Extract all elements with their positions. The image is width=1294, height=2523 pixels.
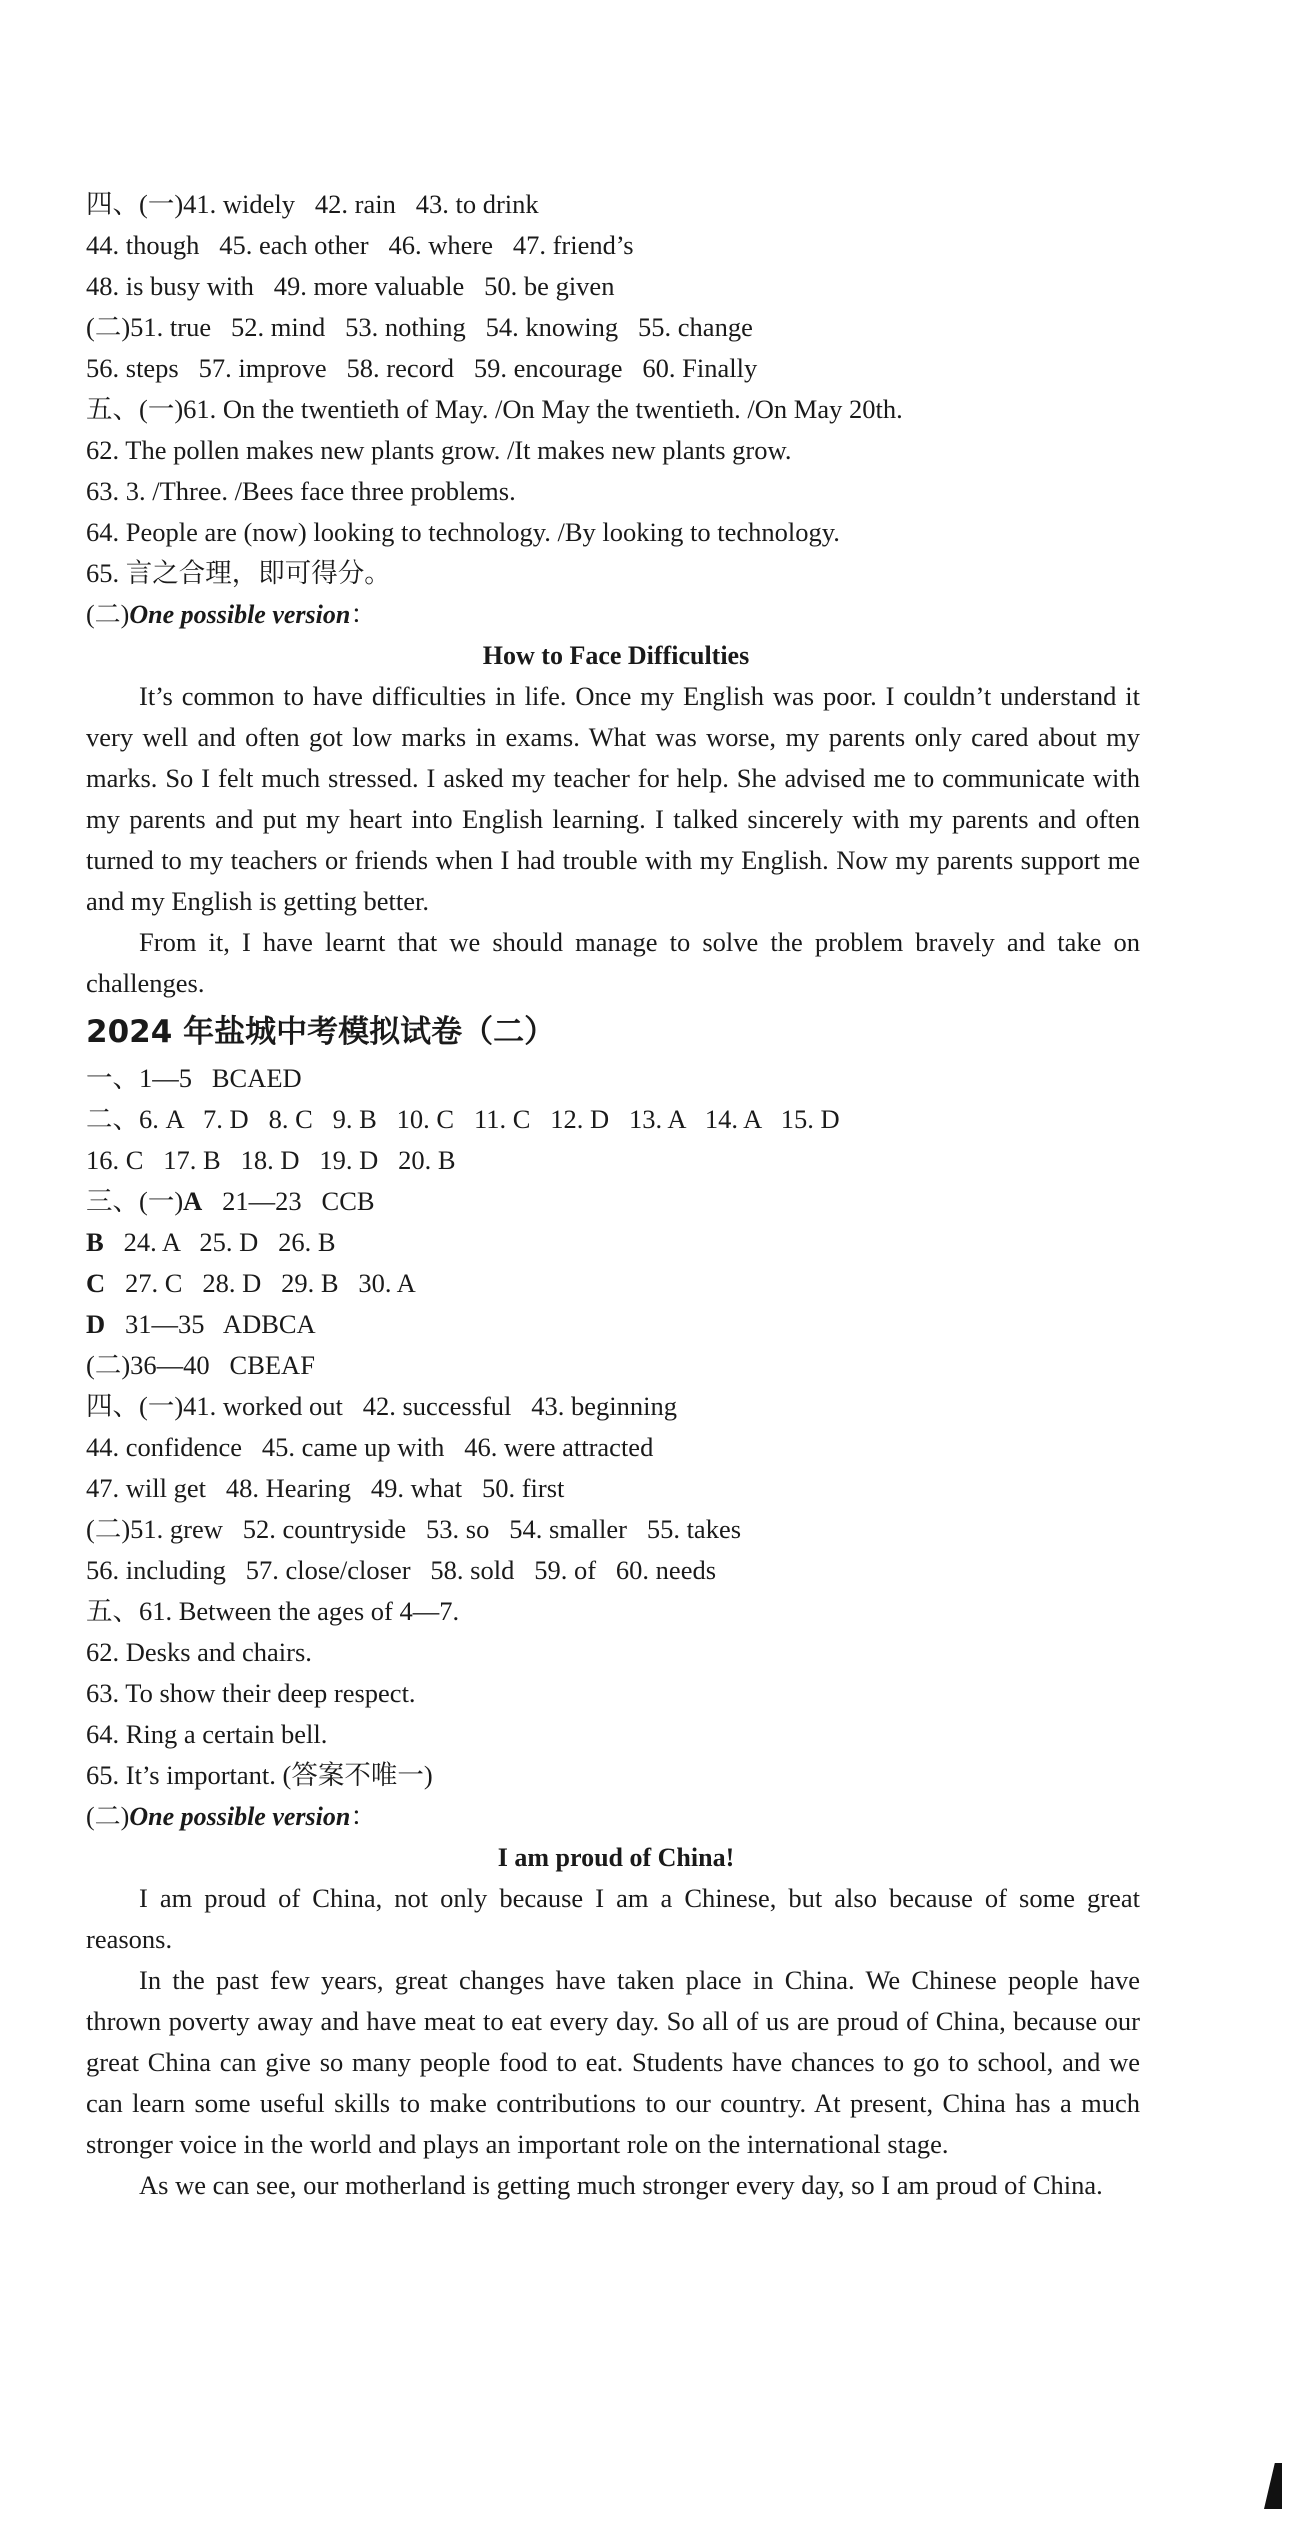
version-colon: ： xyxy=(350,1802,377,1831)
answer-line: 65. 言之合理，即可得分。 xyxy=(86,558,391,588)
page-content xyxy=(86,184,1146,2206)
essay-paragraph: I am proud of China, not only because I am a Chinese, but also because of some great reasons. xyxy=(86,1883,1140,1954)
sample-version-label xyxy=(86,594,1146,635)
passage-label: D xyxy=(86,1309,106,1339)
answer-line: 五、(一)61. On the twentieth of May. /On May the twentieth. /On May 20th. xyxy=(86,394,903,424)
answer-line: (二)51. grew 52. countryside 53. so 54. smaller 55. takes xyxy=(86,1514,742,1544)
answer-text: 21—23 CCB xyxy=(202,1186,375,1216)
answer-line: (二)51. true 52. mind 53. nothing 54. knowing 55. change xyxy=(86,312,753,342)
answer-line: 一、1—5 BCAED xyxy=(86,1063,302,1093)
answer-line: 47. will get 48. Hearing 49. what 50. first xyxy=(86,1473,565,1503)
part1-answers xyxy=(86,184,1146,594)
answer-text: 27. C 28. D 29. B 30. A xyxy=(105,1268,416,1298)
answer-line: 56. including 57. close/closer 58. sold 59. of 60. needs xyxy=(86,1555,717,1585)
version-text: One possible version xyxy=(129,600,351,629)
version-colon: ： xyxy=(350,600,377,629)
answer-line: 16. C 17. B 18. D 19. D 20. B xyxy=(86,1145,456,1175)
essay-paragraph: From it, I have learnt that we should manage to solve the problem bravely and take on challenges. xyxy=(86,927,1140,998)
passage-label: A xyxy=(183,1186,203,1216)
passage-label: B xyxy=(86,1227,104,1257)
answer-line: 44. though 45. each other 46. where 47. friend’s xyxy=(86,230,634,260)
answer-line: 56. steps 57. improve 58. record 59. encourage 60. Finally xyxy=(86,353,758,383)
answer-line xyxy=(86,1181,1146,1222)
answer-line: 二、6. A 7. D 8. C 9. B 10. C 11. C 12. D 13. A 14. A 15. D xyxy=(86,1104,840,1134)
answer-prefix: 三、(一) xyxy=(86,1186,184,1216)
essay-title: How to Face Difficulties xyxy=(482,641,750,670)
sample-version-label xyxy=(86,1796,1146,1837)
passage-label: C xyxy=(86,1268,106,1298)
answer-line: 62. Desks and chairs. xyxy=(86,1637,312,1667)
page-edge-mark xyxy=(1264,2463,1282,2509)
essay-title: I am proud of China! xyxy=(497,1843,735,1872)
answer-line: 63. 3. /Three. /Bees face three problems. xyxy=(86,476,516,506)
answer-line: 五、61. Between the ages of 4—7. xyxy=(86,1596,460,1626)
part2-answers xyxy=(86,1058,1146,1796)
answer-line: 65. It’s important. (答案不唯一) xyxy=(86,1760,433,1790)
answer-text: 31—35 ADBCA xyxy=(105,1309,316,1339)
answer-line: 62. The pollen makes new plants grow. /It makes new plants grow. xyxy=(86,435,792,465)
essay-paragraph: As we can see, our motherland is getting much stronger every day, so I am proud of China. xyxy=(139,2170,1103,2200)
essay-paragraph: It’s common to have difficulties in life. Once my English was poor. I couldn’t understand it very well and often got low marks in exams. What was worse, my parents only cared about my marks. So I felt much stressed. I asked my teacher for help. She advised me to communicate with my parents and put my heart into English learning. I talked sincerely with my parents and often turned to my teachers or friends when I had trouble with my English. Now my parents support me and my English is getting better. xyxy=(86,681,1140,916)
answer-line: (二)36—40 CBEAF xyxy=(86,1350,315,1380)
answer-line: 四、(一)41. widely 42. rain 43. to drink xyxy=(86,189,539,219)
answer-line: 64. People are (now) looking to technology. /By looking to technology. xyxy=(86,517,840,547)
answer-line: 63. To show their deep respect. xyxy=(86,1678,416,1708)
version-prefix: (二) xyxy=(86,600,130,629)
essay-paragraph: In the past few years, great changes have taken place in China. We Chinese people have thrown poverty away and have meat to eat every day. So all of us are proud of China, because our great China can give so many people food to eat. Students have chances to go to school, and we can learn some useful skills to make contributions to our country. At present, China has a much stronger voice in the world and plays an important role on the international stage. xyxy=(86,1965,1140,2159)
answer-text: 24. A 25. D 26. B xyxy=(103,1227,336,1257)
answer-line: 64. Ring a certain bell. xyxy=(86,1719,328,1749)
version-prefix: (二) xyxy=(86,1802,130,1831)
answer-line: 48. is busy with 49. more valuable 50. be given xyxy=(86,271,615,301)
answer-line: 四、(一)41. worked out 42. successful 43. beginning xyxy=(86,1391,678,1421)
answer-line xyxy=(86,1304,1146,1345)
answer-line: 44. confidence 45. came up with 46. were attracted xyxy=(86,1432,654,1462)
answer-line xyxy=(86,1222,1146,1263)
version-text: One possible version xyxy=(129,1802,351,1831)
answer-line xyxy=(86,1263,1146,1304)
exam-section-heading: 2024 年盐城中考模拟试卷（二） xyxy=(86,1014,556,1050)
